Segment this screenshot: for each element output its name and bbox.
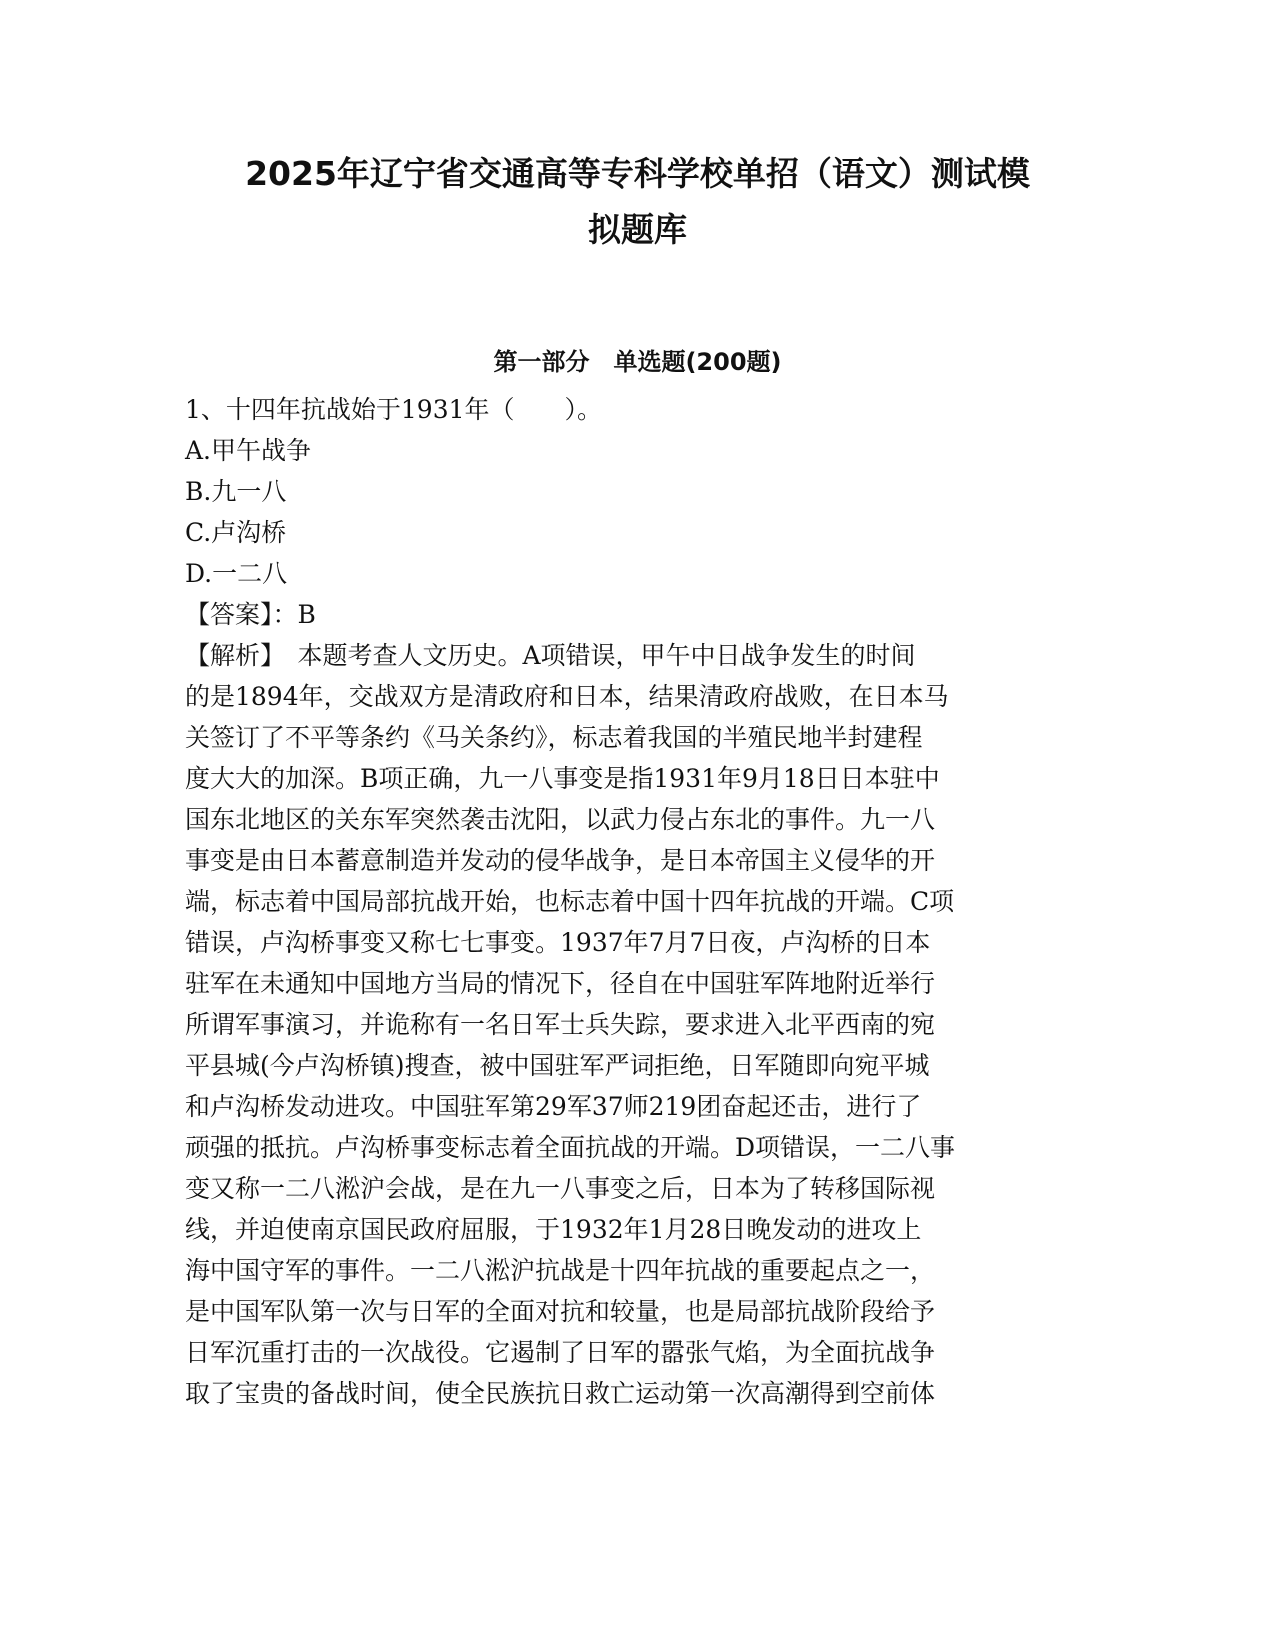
section-heading: 第一部分 单选题(200题) [493, 348, 782, 376]
analysis-line: 的是1894年，交战双方是清政府和日本，结果清政府战败，在日本马 [185, 682, 949, 711]
analysis-line: 事变是由日本蓄意制造并发动的侵华战争，是日本帝国主义侵华的开 [185, 846, 936, 875]
answer-line: 【答案】：B [185, 600, 316, 629]
analysis-line: 国东北地区的关东军突然袭击沈阳，以武力侵占东北的事件。九一八 [185, 805, 936, 834]
document-title-line-2: 拟题库 [588, 210, 687, 249]
option-b: B.九一八 [185, 477, 287, 506]
document-title-line-1: 2025年辽宁省交通高等专科学校单招（语文）测试模 [245, 154, 1030, 193]
analysis-line: 取了宝贵的备战时间，使全民族抗日救亡运动第一次高潮得到空前体 [185, 1379, 936, 1408]
analysis-line: 顽强的抵抗。卢沟桥事变标志着全面抗战的开端。D项错误，一二八事 [185, 1133, 956, 1162]
analysis-line: 线，并迫使南京国民政府屈服，于1932年1月28日晚发动的进攻上 [185, 1215, 922, 1244]
analysis-line: 海中国守军的事件。一二八淞沪抗战是十四年抗战的重要起点之一， [185, 1256, 936, 1285]
question-stem: 1、十四年抗战始于1931年（ ）。 [185, 395, 603, 424]
option-a: A.甲午战争 [185, 436, 312, 465]
analysis-line: 驻军在未通知中国地方当局的情况下，径自在中国驻军阵地附近举行 [185, 969, 936, 998]
analysis-line: 关签订了不平等条约《马关条约》，标志着我国的半殖民地半封建程 [185, 723, 923, 752]
analysis-line: 是中国军队第一次与日军的全面对抗和较量，也是局部抗战阶段给予 [185, 1297, 936, 1326]
analysis-line: 端，标志着中国局部抗战开始，也标志着中国十四年抗战的开端。C项 [185, 887, 955, 916]
analysis-line: 日军沉重打击的一次战役。它遏制了日军的嚣张气焰，为全面抗战争 [185, 1338, 936, 1367]
analysis-line: 错误，卢沟桥事变又称七七事变。1937年7月7日夜，卢沟桥的日本 [185, 928, 931, 957]
analysis-line: 度大大的加深。B项正确，九一八事变是指1931年9月18日日本驻中 [185, 764, 940, 793]
analysis-line: 平县城(今卢沟桥镇)搜查，被中国驻军严词拒绝，日军随即向宛平城 [185, 1051, 930, 1080]
analysis-line: 和卢沟桥发动进攻。中国驻军第29军37师219团奋起还击，进行了 [185, 1092, 922, 1121]
option-d: D.一二八 [185, 559, 288, 588]
analysis-line: 【解析】 本题考查人文历史。A项错误，甲午中日战争发生的时间 [185, 641, 916, 670]
analysis-line: 所谓军事演习，并诡称有一名日军士兵失踪，要求进入北平西南的宛 [185, 1010, 936, 1039]
analysis-line: 变又称一二八淞沪会战，是在九一八事变之后，日本为了转移国际视 [185, 1174, 936, 1203]
option-c: C.卢沟桥 [185, 518, 287, 547]
